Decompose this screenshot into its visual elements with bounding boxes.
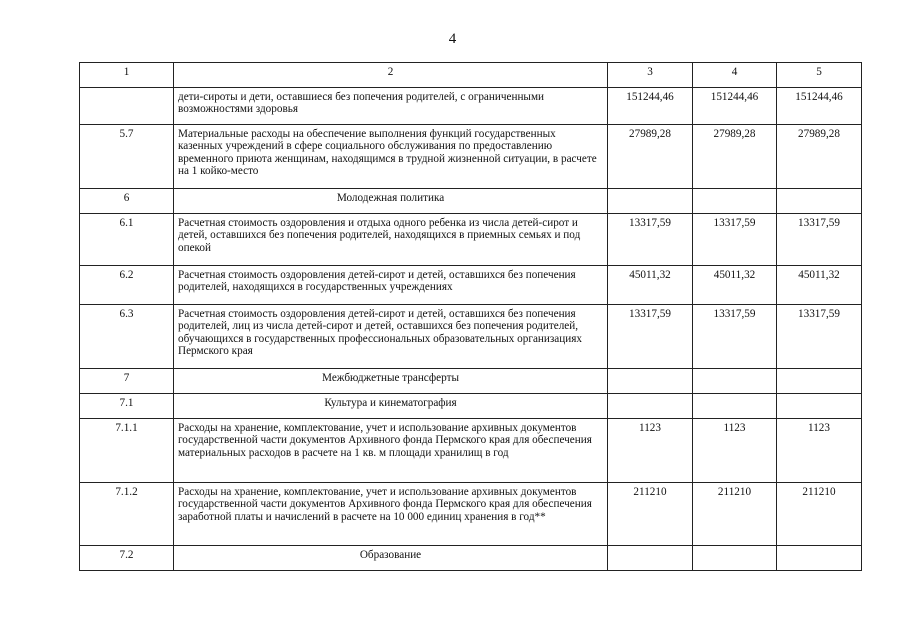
value-col-5: 1123 <box>777 419 862 483</box>
row-number <box>80 88 174 125</box>
value-col-4 <box>693 394 777 419</box>
value-col-3: 13317,59 <box>608 305 693 369</box>
value-col-5: 211210 <box>777 483 862 546</box>
header-cell-5: 5 <box>777 63 862 88</box>
section-title: Межбюджетные трансферты <box>174 369 608 394</box>
value-col-4: 45011,32 <box>693 266 777 305</box>
row-description: дети-сироты и дети, оставшиеся без попечения родителей, с ограниченными возможностями здоровья <box>174 88 608 125</box>
value-col-5: 13317,59 <box>777 305 862 369</box>
section-row <box>80 369 862 394</box>
value-col-5: 13317,59 <box>777 214 862 266</box>
value-col-5 <box>777 189 862 214</box>
value-col-5: 151244,46 <box>777 88 862 125</box>
row-number: 6.1 <box>80 214 174 266</box>
value-col-5 <box>777 394 862 419</box>
table-row <box>80 214 862 266</box>
value-col-4: 13317,59 <box>693 305 777 369</box>
value-col-4 <box>693 546 777 571</box>
value-col-3: 27989,28 <box>608 125 693 189</box>
row-number: 6 <box>80 189 174 214</box>
page-number: 4 <box>448 31 457 47</box>
row-number: 7.2 <box>80 546 174 571</box>
row-number: 7.1 <box>80 394 174 419</box>
header-cell-2: 2 <box>174 63 608 88</box>
header-cell-3: 3 <box>608 63 693 88</box>
value-col-3: 45011,32 <box>608 266 693 305</box>
row-number: 6.2 <box>80 266 174 305</box>
value-col-3: 211210 <box>608 483 693 546</box>
value-col-3: 151244,46 <box>608 88 693 125</box>
row-number: 7.1.1 <box>80 419 174 483</box>
value-col-3 <box>608 546 693 571</box>
row-description: Материальные расходы на обеспечение выполнения функций государственных казенных учреждений в сфере социального обслуживания по предоставлению временного приюта женщинам, находящимся в трудной жизненной ситуации, в расчете на 1 койко-место <box>174 125 608 189</box>
value-col-5 <box>777 369 862 394</box>
table-row <box>80 88 862 125</box>
table-row <box>80 125 862 189</box>
value-col-4: 13317,59 <box>693 214 777 266</box>
row-number: 5.7 <box>80 125 174 189</box>
row-number: 7.1.2 <box>80 483 174 546</box>
value-col-4: 1123 <box>693 419 777 483</box>
row-description: Расходы на хранение, комплектование, учет и использование архивных документов государственной части документов Архивного фонда Пермского края для обеспечения материальных расходов в расчете на 1 кв. м площади хранилищ в год <box>174 419 608 483</box>
table-header-row <box>80 63 862 88</box>
table-row <box>80 483 862 546</box>
section-row <box>80 394 862 419</box>
row-description: Расчетная стоимость оздоровления и отдыха одного ребенка из числа детей-сирот и детей, оставшихся без попечения родителей, находящихся в приемных семьях и под опекой <box>174 214 608 266</box>
section-row <box>80 189 862 214</box>
table-row <box>80 419 862 483</box>
section-title: Молодежная политика <box>174 189 608 214</box>
value-col-3: 13317,59 <box>608 214 693 266</box>
section-row <box>80 546 862 571</box>
row-description: Расчетная стоимость оздоровления детей-сирот и детей, оставшихся без попечения родителей, лиц из числа детей-сирот и детей, оставшихся без попечения родителей, обучающихся в государственных профессиональных образовательных организациях Пермского края <box>174 305 608 369</box>
row-description: Расчетная стоимость оздоровления детей-сирот и детей, оставшихся без попечения родителей, находящихся в государственных учреждениях <box>174 266 608 305</box>
section-title: Культура и кинематография <box>174 394 608 419</box>
value-col-4: 27989,28 <box>693 125 777 189</box>
value-col-5 <box>777 546 862 571</box>
value-col-3 <box>608 189 693 214</box>
table-row <box>80 305 862 369</box>
value-col-4: 151244,46 <box>693 88 777 125</box>
header-cell-4: 4 <box>693 63 777 88</box>
value-col-5: 27989,28 <box>777 125 862 189</box>
header-cell-1: 1 <box>80 63 174 88</box>
row-number: 7 <box>80 369 174 394</box>
value-col-3 <box>608 394 693 419</box>
value-col-5: 45011,32 <box>777 266 862 305</box>
row-number: 6.3 <box>80 305 174 369</box>
table-row <box>80 266 862 305</box>
row-description: Расходы на хранение, комплектование, учет и использование архивных документов государственной части документов Архивного фонда Пермского края для обеспечения заработной платы и начислений в расчете на 10 000 единиц хранения в год** <box>174 483 608 546</box>
value-col-4 <box>693 369 777 394</box>
value-col-4: 211210 <box>693 483 777 546</box>
value-col-3 <box>608 369 693 394</box>
section-title: Образование <box>174 546 608 571</box>
value-col-3: 1123 <box>608 419 693 483</box>
value-col-4 <box>693 189 777 214</box>
data-table <box>79 62 862 571</box>
